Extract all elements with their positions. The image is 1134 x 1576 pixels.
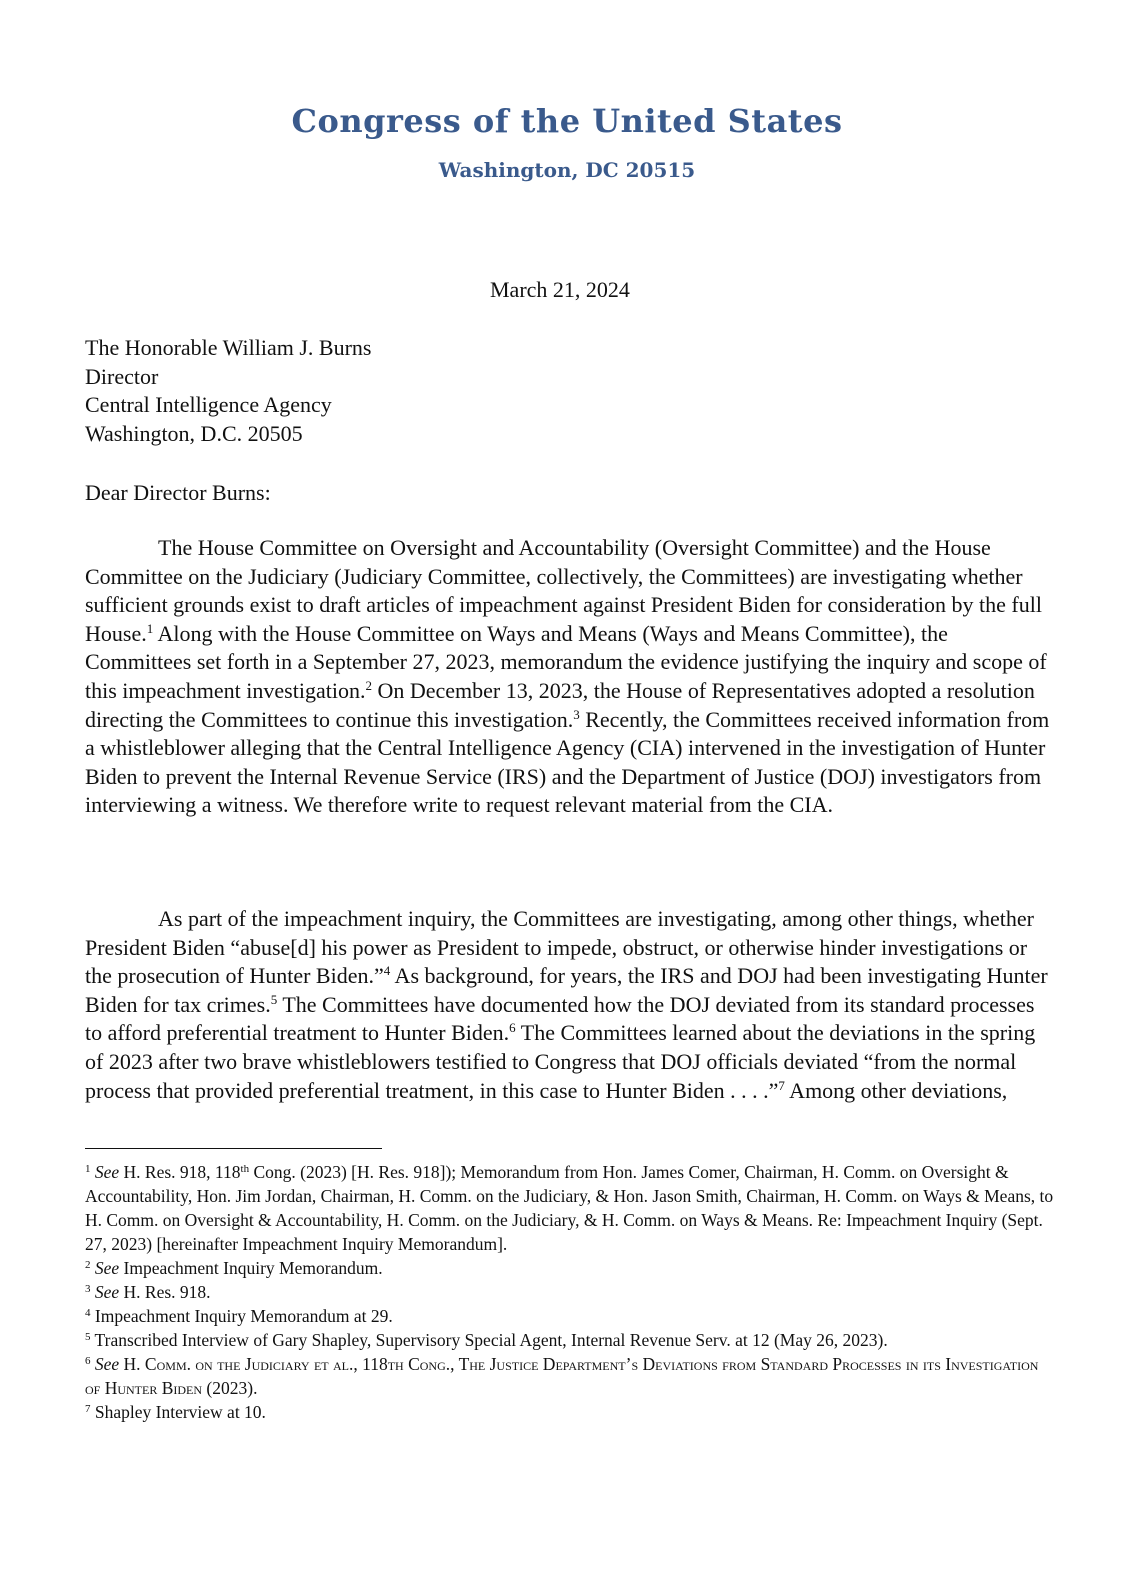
footnote-2: [85, 1256, 1055, 1280]
sentence: The House Committee on Oversight and Accountability (Oversight Committee) and the House Committee on the Judiciary (Judiciary Committee, collectively, the Committees) are investigating whether sufficient grounds exist to draft articles of impeachment against President Biden for consideration by the full House.: [85, 535, 1042, 646]
footnote-4: [85, 1304, 1055, 1328]
footnote-number: 4: [85, 1307, 91, 1319]
footnote-text: Cong. (2023) [H. Res. 918]); Memorandum from Hon. James Comer, Chairman, H. Comm. on Oversight & Accountability, Hon. Jim Jordan, Chairman, H. Comm. on the Judiciary, & Hon. Jason Smith, Chairman, H. Comm. on Ways & Means, to H. Comm. on Oversight & Accountability, H. Comm. on the Judiciary, & H. Comm. on Ways & Means. Re: Impeachment Inquiry (Sept. 27, 2023) [hereinafter Impeachment Inquiry Memorandum].: [85, 1162, 1054, 1254]
footnote-text: H. Res. 918.: [119, 1282, 211, 1302]
sentence: Recently, the Committees received information from a whistleblower alleging that the Central Intelligence Agency (CIA) intervened in the investigation of Hunter Biden to prevent the Internal Revenue Service (IRS) and the Department of Justice (DOJ) investigators from interviewing a witness. We therefore write to request relevant material from the CIA.: [85, 706, 1050, 818]
ordinal-suffix: th: [240, 1163, 250, 1175]
footnote-ref: 1: [146, 620, 154, 636]
footnote-number: 5: [85, 1331, 91, 1343]
footnote-5: [85, 1328, 1055, 1352]
footnote-text: Impeachment Inquiry Memorandum.: [119, 1258, 383, 1278]
signal-word: See: [94, 1354, 120, 1374]
footnote-number: 3: [85, 1283, 91, 1295]
letterhead-address: Washington, DC 20515: [438, 158, 696, 182]
signal-word: See: [94, 1162, 120, 1182]
footnote-number: 6: [85, 1355, 91, 1367]
footnote-1: [85, 1160, 1055, 1256]
recipient-city: Washington, D.C. 20505: [85, 420, 303, 446]
footnote-ref: 7: [778, 1077, 785, 1093]
letter-date: March 21, 2024: [490, 277, 630, 302]
sentence: As background, for years, the IRS and DOJ had been investigating Hunter Biden for tax crimes.: [85, 963, 1048, 1017]
footnote-ref: 4: [383, 963, 391, 979]
recipient-name: The Honorable William J. Burns: [85, 335, 372, 360]
footnote-text: Transcribed Interview of Gary Shapley, Supervisory Special Agent, Internal Revenue Serv. at 12 (May 26, 2023).: [90, 1330, 888, 1350]
sentence: As part of the impeachment inquiry, the Committees are investigating, among other things, whether President Biden “abuse[d] his power as President to impede, obstruct, or otherwise hinder investigations or the prosecution of Hunter Biden.”: [85, 906, 1034, 989]
footnote-ref: 6: [509, 1020, 516, 1036]
sentence: Among other deviations,: [784, 1077, 1008, 1103]
sentence: The Committees learned about the deviations in the spring of 2023 after two brave whistleblowers testified to Congress that DOJ officials deviated “from the normal process that provided preferential treatment, in this case to Hunter Biden . . . .”: [85, 1020, 1036, 1103]
body-paragraph-1: [85, 534, 1055, 820]
footnote-text: H. Comm. on the Judiciary et al., 118th Cong., The Justice Department’s Deviations from Standard Processes in its Investigation of Hunter Biden (2023).: [85, 1354, 1039, 1398]
footnote-divider: [85, 1148, 382, 1149]
footnote-3: [85, 1280, 1055, 1304]
footnote-number: 1: [85, 1163, 91, 1175]
letterhead-title: Congress of the United States: [291, 102, 843, 140]
salutation: Dear Director Burns:: [85, 480, 271, 505]
footnote-text: Impeachment Inquiry Memorandum at 29.: [90, 1306, 393, 1326]
footnote-number: 2: [85, 1259, 91, 1271]
footnote-text: H. Res. 918, 118: [119, 1162, 241, 1182]
footnote-ref: 3: [573, 706, 580, 722]
footnote-number: 7: [85, 1403, 91, 1415]
footnote-6: [85, 1352, 1055, 1400]
recipient-agency: Central Intelligence Agency: [85, 392, 332, 417]
sentence: Along with the House Committee on Ways and Means (Ways and Means Committee), the Committees set forth in a September 27, 2023, memorandum the evidence justifying the inquiry and scope of this impeachment investigation.: [85, 620, 1047, 703]
recipient-address: [85, 334, 372, 448]
footnote-7: [85, 1400, 1055, 1424]
body-paragraph-2: [85, 905, 1055, 1105]
footnotes: [85, 1160, 1055, 1424]
footnote-text: Shapley Interview at 10.: [90, 1402, 266, 1422]
recipient-title: Director: [85, 363, 159, 389]
signal-word: See: [94, 1258, 120, 1278]
footnote-ref: 5: [270, 991, 278, 1007]
footnote-ref: 2: [365, 677, 372, 693]
sentence: On December 13, 2023, the House of Representatives adopted a resolution directing the Committees to continue this investigation.: [85, 677, 1035, 732]
sentence: The Committees have documented how the DOJ deviated from its standard processes to afford preferential treatment to Hunter Biden.: [85, 991, 1035, 1046]
signal-word: See: [94, 1282, 120, 1302]
